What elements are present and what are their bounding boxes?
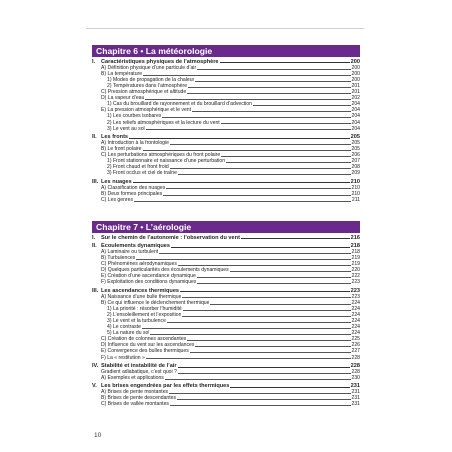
entry-title: 1) Front stationnaire et naissance d’une perturbation	[107, 158, 226, 165]
dot-leader	[197, 283, 350, 284]
entry-title: A) Brises de pente montantes	[101, 389, 169, 396]
entry-page: 210	[351, 190, 360, 197]
entry-title: 2) L’ensoleillement et l’exposition	[107, 311, 182, 318]
toc-section-row	[92, 58, 360, 65]
dot-leader	[146, 358, 351, 359]
entry-title: 2) Les reliefs atmosphériques et la lecture du vent	[107, 119, 220, 126]
dot-leader	[230, 387, 349, 388]
entry-page: 227	[351, 348, 360, 355]
toc-section-row	[92, 133, 360, 140]
entry-page: 210	[351, 184, 360, 191]
entry-title: F) Exploitation des conditions dynamiques	[101, 279, 197, 286]
entry-title: 1) La priorité : résorber l’humidité	[107, 305, 182, 312]
dot-leader	[177, 399, 350, 400]
entry-title: F) La « restitution »	[101, 354, 145, 361]
entry-title: E) La pression atmosphérique et le vent	[101, 107, 192, 114]
entry-page: 218	[351, 248, 360, 255]
section-page: 210	[350, 178, 360, 185]
section-page: 200	[350, 58, 360, 65]
dot-leader	[134, 201, 351, 202]
dot-leader	[180, 291, 350, 292]
dot-leader	[136, 259, 350, 260]
section-page: 231	[350, 383, 360, 390]
dot-leader	[187, 340, 350, 341]
toc-section-row	[92, 287, 360, 294]
dot-leader	[170, 144, 351, 145]
entry-page: 224	[351, 324, 360, 331]
entry-page: 204	[351, 113, 360, 120]
entry-page: 224	[351, 311, 360, 318]
chapter-7-toc	[92, 234, 360, 407]
section-title: Écoulements dynamiques	[101, 242, 171, 249]
entry-title: 1) Modes de propagation de la chaleur	[107, 76, 195, 83]
section-title: Stabilité et instabilité de l’air	[101, 362, 177, 369]
entry-page: 205	[351, 139, 360, 146]
section-number: I.	[92, 58, 96, 65]
dot-leader	[170, 405, 351, 406]
section-title: Les ascendances thermiques	[101, 287, 180, 294]
top-rule	[86, 28, 364, 29]
section-title: Sur le chemin de l’autonomie : l’observation du vent	[101, 234, 240, 241]
entry-page: 204	[351, 119, 360, 126]
entry-title: C) Phénomènes aérodynamiques	[101, 261, 177, 268]
dot-leader	[210, 304, 350, 305]
dot-leader	[129, 138, 350, 139]
section-page: 205	[350, 133, 360, 140]
dot-leader	[143, 150, 351, 151]
entry-title: 2) Températures dans l’atmosphère	[107, 82, 188, 89]
entry-page: 231	[351, 389, 360, 396]
dot-leader	[241, 238, 350, 239]
dot-leader	[163, 195, 350, 196]
toc-section-row	[92, 242, 360, 249]
entry-title: 3) Front occlus et ciel de traîne	[107, 170, 177, 177]
dot-leader	[188, 87, 350, 88]
entry-page: 224	[351, 299, 360, 306]
entry-title: 3) Le vent et la turbulence	[107, 318, 166, 324]
entry-title: E) Création d’une ascendance dynamique	[101, 273, 196, 280]
entry-page: 208	[351, 164, 360, 171]
dot-leader	[170, 168, 351, 169]
chapter-6-toc	[92, 58, 360, 203]
entry-title: C) Pression atmosphérique et altitude	[101, 89, 187, 96]
entry-title: C) Les genres	[101, 196, 133, 203]
section-page: 228	[350, 362, 360, 369]
dot-leader	[178, 265, 351, 266]
entry-title: D) La vapeur d’eau	[101, 95, 145, 102]
entry-title: D) Influence du vent sur les ascendances	[101, 342, 195, 349]
entry-page: 204	[351, 125, 360, 132]
toc-section-row	[92, 362, 360, 369]
entry-page: 200	[351, 76, 360, 83]
dot-leader	[192, 111, 350, 112]
entry-title: B) Turbulences	[101, 254, 136, 261]
entry-page: 226	[351, 342, 360, 349]
dot-leader	[146, 129, 351, 130]
entry-page: 219	[351, 261, 360, 268]
dot-leader	[182, 297, 350, 298]
dot-leader	[178, 373, 351, 374]
entry-page: 202	[351, 95, 360, 102]
entry-title: B) Le front polaire	[101, 146, 142, 152]
entry-page: 211	[351, 196, 360, 203]
dot-leader	[178, 367, 350, 368]
toc-entry-row	[92, 279, 360, 285]
entry-page: 200	[351, 70, 360, 77]
entry-title: C) Création de colonnes ascendantes	[101, 336, 187, 343]
dot-leader	[190, 352, 351, 353]
toc-entry-row	[92, 354, 360, 360]
dot-leader	[166, 188, 350, 189]
entry-page: 201	[351, 89, 360, 96]
entry-title: A) Exemples et applications	[101, 374, 164, 381]
section-number: II.	[92, 133, 97, 140]
section-title: Les nuages	[101, 178, 132, 185]
entry-page: 201	[351, 82, 360, 89]
dot-leader	[169, 393, 350, 394]
dot-leader	[133, 182, 350, 183]
dot-leader	[226, 162, 350, 163]
entry-title: A) Laminaire ou turbulent	[101, 248, 159, 255]
dot-leader	[150, 334, 350, 335]
toc-section-row	[92, 234, 360, 241]
toc-section-row	[92, 383, 360, 390]
dot-leader	[253, 105, 351, 106]
entry-page: 206	[351, 152, 360, 159]
section-page: 223	[350, 287, 360, 294]
entry-title: C) Les perturbations atmosphériques du front polaire	[101, 152, 221, 159]
entry-page: 228	[351, 368, 360, 375]
section-title: Les fronts	[101, 133, 129, 140]
chapter-6-heading: Chapitre 6 • La météorologie	[92, 45, 360, 57]
toc-entry-row	[92, 170, 360, 176]
entry-title: B) La température	[101, 70, 143, 77]
dot-leader	[142, 328, 351, 329]
entry-title: B) Deux formes principales	[101, 190, 163, 197]
entry-title: A) Définition physique d’une particule d’air	[101, 64, 197, 71]
toc-entry-row	[92, 197, 360, 203]
entry-title: A) Classification des nuages	[101, 184, 166, 191]
section-number: V.	[92, 383, 97, 390]
entry-title: 3) Le vent au sol	[107, 125, 145, 132]
entry-page: 200	[351, 64, 360, 71]
dot-leader	[187, 93, 350, 94]
section-number: IV.	[92, 362, 99, 369]
entry-title: Gradient adiabatique, c’est quoi ?	[101, 368, 177, 375]
section-page: 218	[350, 242, 360, 249]
entry-page: 231	[351, 395, 360, 402]
dot-leader	[195, 346, 350, 347]
entry-title: B) Brises de pente descendantes	[101, 395, 177, 402]
entry-page: 224	[351, 330, 360, 337]
toc-section-row	[92, 178, 360, 185]
page-number: 10	[94, 432, 102, 439]
entry-page: 207	[351, 158, 360, 165]
entry-page: 224	[351, 318, 360, 324]
section-title: Caractéristiques physiques de l’atmosphère	[101, 58, 219, 65]
dot-leader	[221, 123, 351, 124]
dot-leader	[197, 69, 350, 70]
entry-page: 219	[351, 254, 360, 261]
dot-leader	[182, 316, 350, 317]
entry-page: 209	[351, 170, 360, 177]
dot-leader	[159, 253, 350, 254]
dot-leader	[220, 62, 350, 63]
section-number: II.	[92, 242, 97, 249]
section-page: 216	[350, 234, 360, 241]
entry-page: 225	[351, 336, 360, 343]
entry-title: A) Naissance d’une bulle thermique	[101, 293, 182, 300]
section-number: III.	[92, 178, 99, 185]
entry-page: 204	[351, 101, 360, 108]
toc-entry-row	[92, 375, 360, 381]
entry-title: E) Convergence des bulles thermiques	[101, 348, 189, 355]
chapter-7-heading: Chapitre 7 • L’aérologie	[92, 221, 360, 233]
dot-leader	[195, 81, 350, 82]
dot-leader	[145, 99, 350, 100]
toc-entry-row	[92, 401, 360, 407]
dot-leader	[143, 75, 350, 76]
entry-title: 5) La nature du sol	[107, 330, 150, 337]
toc-entry-row	[92, 126, 360, 132]
section-number: I.	[92, 234, 96, 241]
entry-page: 231	[351, 401, 360, 408]
entry-title: C) Brises de vallée montantes	[101, 401, 169, 408]
entry-page: 224	[351, 305, 360, 312]
entry-page: 222	[351, 273, 360, 280]
entry-title: 4) Le contraste	[107, 324, 141, 331]
entry-title: 1) Les courbes isobares	[107, 113, 162, 120]
dot-leader	[165, 379, 351, 380]
entry-page: 228	[351, 354, 360, 361]
section-number: III.	[92, 287, 99, 294]
entry-page: 223	[351, 293, 360, 300]
entry-page: 223	[351, 279, 360, 286]
dot-leader	[162, 117, 350, 118]
entry-title: D) Quelques particularités des écoulements dynamiques	[101, 267, 229, 274]
dot-leader	[230, 271, 351, 272]
dot-leader	[221, 156, 350, 157]
entry-page: 220	[351, 267, 360, 274]
entry-title: A) Introduction à la frontologie	[101, 139, 169, 146]
entry-title: B) Ce qui influence le déclenchement thermique	[101, 299, 210, 306]
section-title: Les brises engendrées par les effets thermiques	[101, 383, 230, 390]
dot-leader	[167, 322, 351, 323]
entry-title: 2) Front chaud et front froid	[107, 164, 169, 171]
entry-page: 205	[351, 146, 360, 152]
dot-leader	[178, 174, 351, 175]
entry-title: 1) Cas du brouillard de rayonnement et du brouillard d’advection	[107, 101, 252, 108]
entry-page: 230	[351, 374, 360, 381]
dot-leader	[183, 310, 351, 311]
entry-page: 204	[351, 107, 360, 114]
dot-leader	[171, 247, 350, 248]
dot-leader	[197, 277, 351, 278]
